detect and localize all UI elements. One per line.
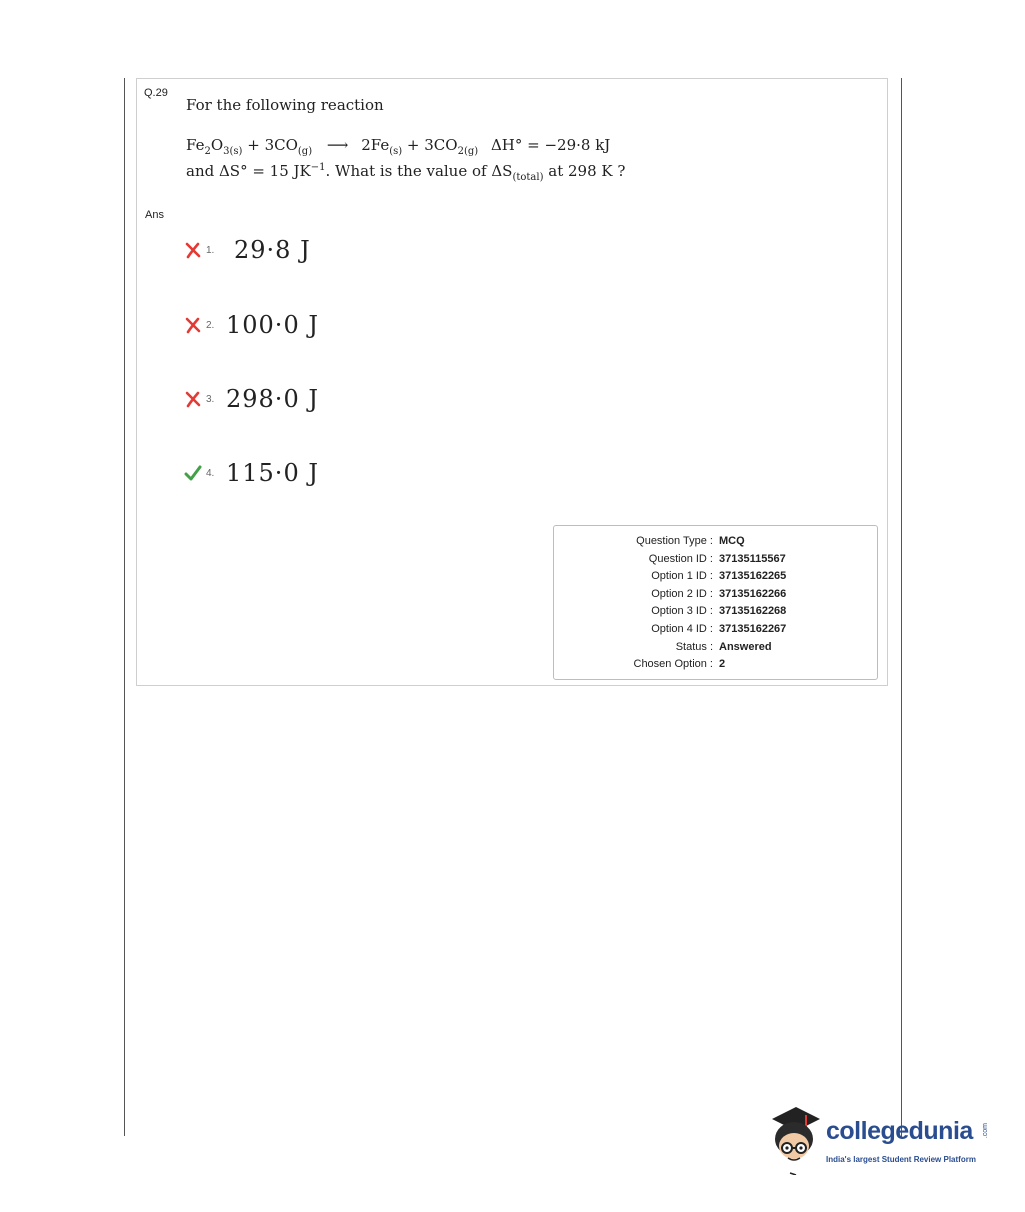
reactant-co: + 3CO — [247, 136, 298, 154]
product-fe: 2Fe — [361, 136, 390, 154]
option-number: 1. — [206, 244, 215, 256]
reaction-equation — [186, 136, 610, 157]
entropy-question-line — [186, 162, 625, 183]
logo-wordmark: collegedunia — [826, 1117, 973, 1145]
left-page-rule — [124, 78, 125, 1136]
mascot-icon — [766, 1103, 824, 1175]
option-4 — [184, 459, 319, 487]
sub-2g: 2(g) — [457, 146, 479, 157]
sub-2: 2 — [204, 146, 211, 157]
option-number: 2. — [206, 319, 215, 331]
option-value: 100·0 J — [226, 311, 319, 339]
entropy-prefix: and ΔS° = 15 JK — [186, 162, 311, 180]
right-page-rule — [901, 78, 902, 1138]
cross-icon — [184, 316, 202, 334]
option-2 — [184, 311, 319, 339]
option-value: 298·0 J — [226, 385, 319, 413]
check-icon — [184, 464, 202, 482]
sub-g: (g) — [297, 146, 313, 157]
option-3 — [184, 385, 319, 413]
reaction-arrow-icon: ⟶ — [326, 136, 349, 154]
question-number: Q.29 — [144, 87, 168, 99]
option-number: 3. — [206, 393, 215, 405]
entropy-suffix: at 298 K ? — [543, 162, 626, 180]
option-value: 115·0 J — [226, 459, 319, 487]
sub-3s: 3(s) — [223, 146, 243, 157]
enthalpy-value: ΔH° = −29·8 kJ — [490, 136, 611, 154]
option-value: 29·8 J — [234, 236, 311, 264]
answer-label: Ans — [145, 209, 164, 221]
logo-dotcom: .com — [982, 1123, 989, 1139]
logo-tagline: India's largest Student Review Platform — [826, 1155, 976, 1164]
collegedunia-logo — [766, 1103, 996, 1178]
option-number: 4. — [206, 467, 215, 479]
question-intro: For the following reaction — [186, 96, 384, 114]
reactant-fe: Fe — [186, 136, 205, 154]
entropy-middle: . What is the value of ΔS — [325, 162, 513, 180]
reactant-o: O — [210, 136, 224, 154]
product-co2: + 3CO — [406, 136, 458, 154]
sub-s: (s) — [389, 146, 403, 157]
cross-icon — [184, 241, 202, 259]
question-meta-box: Question Type : MCQ Question ID : 37135115567 Option 1 ID : 37135162265 Option 2 ID : 37135162266 Option 3 ID : 37135162268 Option 4 ID : 37135162267 Status : Answered Chosen Option : 2 — [553, 525, 878, 680]
cross-icon — [184, 390, 202, 408]
option-1 — [184, 236, 311, 264]
sub-total: (total) — [512, 172, 544, 183]
exp-minus-1: −1 — [310, 162, 326, 173]
